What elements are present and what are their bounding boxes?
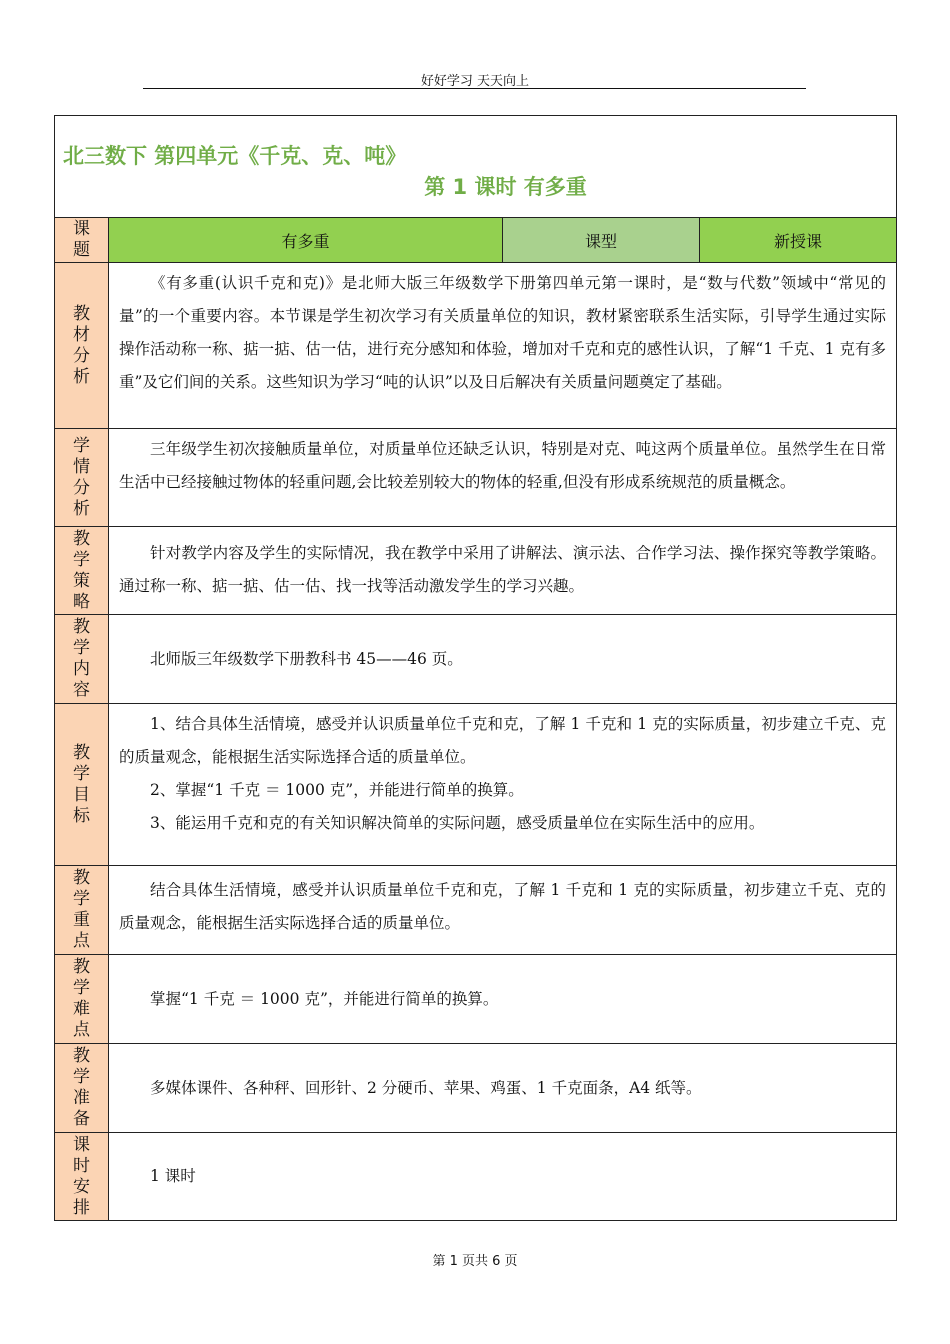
- row-label: 教学重点: [73, 868, 90, 951]
- section-content: [109, 1044, 896, 1132]
- section-row-teaching-content: [55, 615, 896, 704]
- paragraph: 2、掌握“1 千克 ＝ 1000 克”，并能进行简单的换算。: [150, 781, 524, 799]
- title-block: [55, 116, 896, 218]
- section-row-textbook-analysis: [55, 263, 896, 429]
- type-label-cell: 课型: [503, 218, 700, 262]
- topic-row: [55, 218, 896, 263]
- topic-cell: 有多重: [109, 218, 503, 262]
- row-label: 教学内容: [73, 617, 90, 700]
- row-label: 教学策略: [73, 528, 90, 612]
- row-label: 教学难点: [73, 957, 90, 1040]
- section-content: [109, 615, 896, 703]
- row-label: 课题: [55, 218, 109, 262]
- section-content: [109, 429, 896, 526]
- paragraph: 1、结合具体生活情境，感受并认识质量单位千克和克，了解 1 千克和 1 克的实际质量，初步建立千克、克的质量观念，能根据生活实际选择合适的质量单位。: [119, 715, 886, 766]
- section-content: [109, 527, 896, 614]
- paragraph: 三年级学生初次接触质量单位，对质量单位还缺乏认识，特别是对克、吨这两个质量单位。虽然学生在日常生活中已经接触过物体的轻重问题,会比较差别较大的物体的轻重,但没有形成系统规范的质量概念。: [119, 440, 886, 491]
- row-label: 学情分析: [73, 435, 90, 519]
- section-content: [109, 704, 896, 865]
- page-header: 好好学习 天天向上: [420, 74, 530, 89]
- lesson-plan-table: [54, 115, 897, 1221]
- section-row-key-points: [55, 866, 896, 955]
- paragraph: 结合具体生活情境，感受并认识质量单位千克和克，了解 1 千克和 1 克的实际质量，初步建立千克、克的质量观念，能根据生活实际选择合适的质量单位。: [119, 881, 886, 932]
- section-row-student-analysis: [55, 429, 896, 527]
- section-row-teaching-goals: [55, 704, 896, 866]
- section-content: [109, 263, 896, 428]
- paragraph: 1 课时: [150, 1167, 196, 1185]
- row-label: 教材分析: [73, 303, 90, 387]
- section-row-preparation: [55, 1044, 896, 1133]
- paragraph: 针对教学内容及学生的实际情况，我在教学中采用了讲解法、演示法、合作学习法、操作探究等教学策略。通过称一称、掂一掂、估一估、找一找等活动激发学生的学习兴趣。: [119, 544, 886, 595]
- section-row-schedule: [55, 1133, 896, 1220]
- paragraph: 多媒体课件、各种秤、回形针、2 分硬币、苹果、鸡蛋、1 千克面条，A4 纸等。: [150, 1078, 702, 1097]
- section-content: [109, 866, 896, 954]
- paragraph: 北师版三年级数学下册教科书 45——46 页。: [150, 649, 463, 668]
- row-label: 课时安排: [73, 1134, 90, 1218]
- section-content: [109, 955, 896, 1043]
- paragraph: 掌握“1 千克 ＝ 1000 克”，并能进行简单的换算。: [150, 989, 499, 1008]
- type-value-cell: 新授课: [700, 218, 896, 262]
- row-label: 教学目标: [73, 742, 90, 826]
- section-content: [109, 1133, 896, 1220]
- section-row-difficulties: [55, 955, 896, 1044]
- paragraph: 《有多重(认识千克和克)》是北师大版三年级数学下册第四单元第一课时，是“数与代数”领域中“常见的量”的一个重要内容。本节课是学生初次学习有关质量单位的知识，教材紧密联系生活实际，引导学生通过实际操作活动称一称、掂一掂、估一估，进行充分感知和体验，增加对千克和克的感性认识，了解“1 千克、1 克有多重”及它们间的关系。这些知识为学习“吨的认识”以及日后解决有关质量问题奠定了基础。: [119, 274, 886, 391]
- section-row-teaching-strategy: [55, 527, 896, 615]
- header-rule: [143, 88, 806, 89]
- paragraph: 3、能运用千克和克的有关知识解决简单的实际问题，感受质量单位在实际生活中的应用。: [150, 814, 765, 832]
- unit-title: 北三数下 第四单元《千克、克、吨》: [63, 144, 407, 168]
- row-label: 教学准备: [73, 1046, 90, 1129]
- page-footer: 第 1 页共 6 页: [432, 1254, 518, 1269]
- lesson-title: 第 1 课时 有多重: [424, 175, 587, 199]
